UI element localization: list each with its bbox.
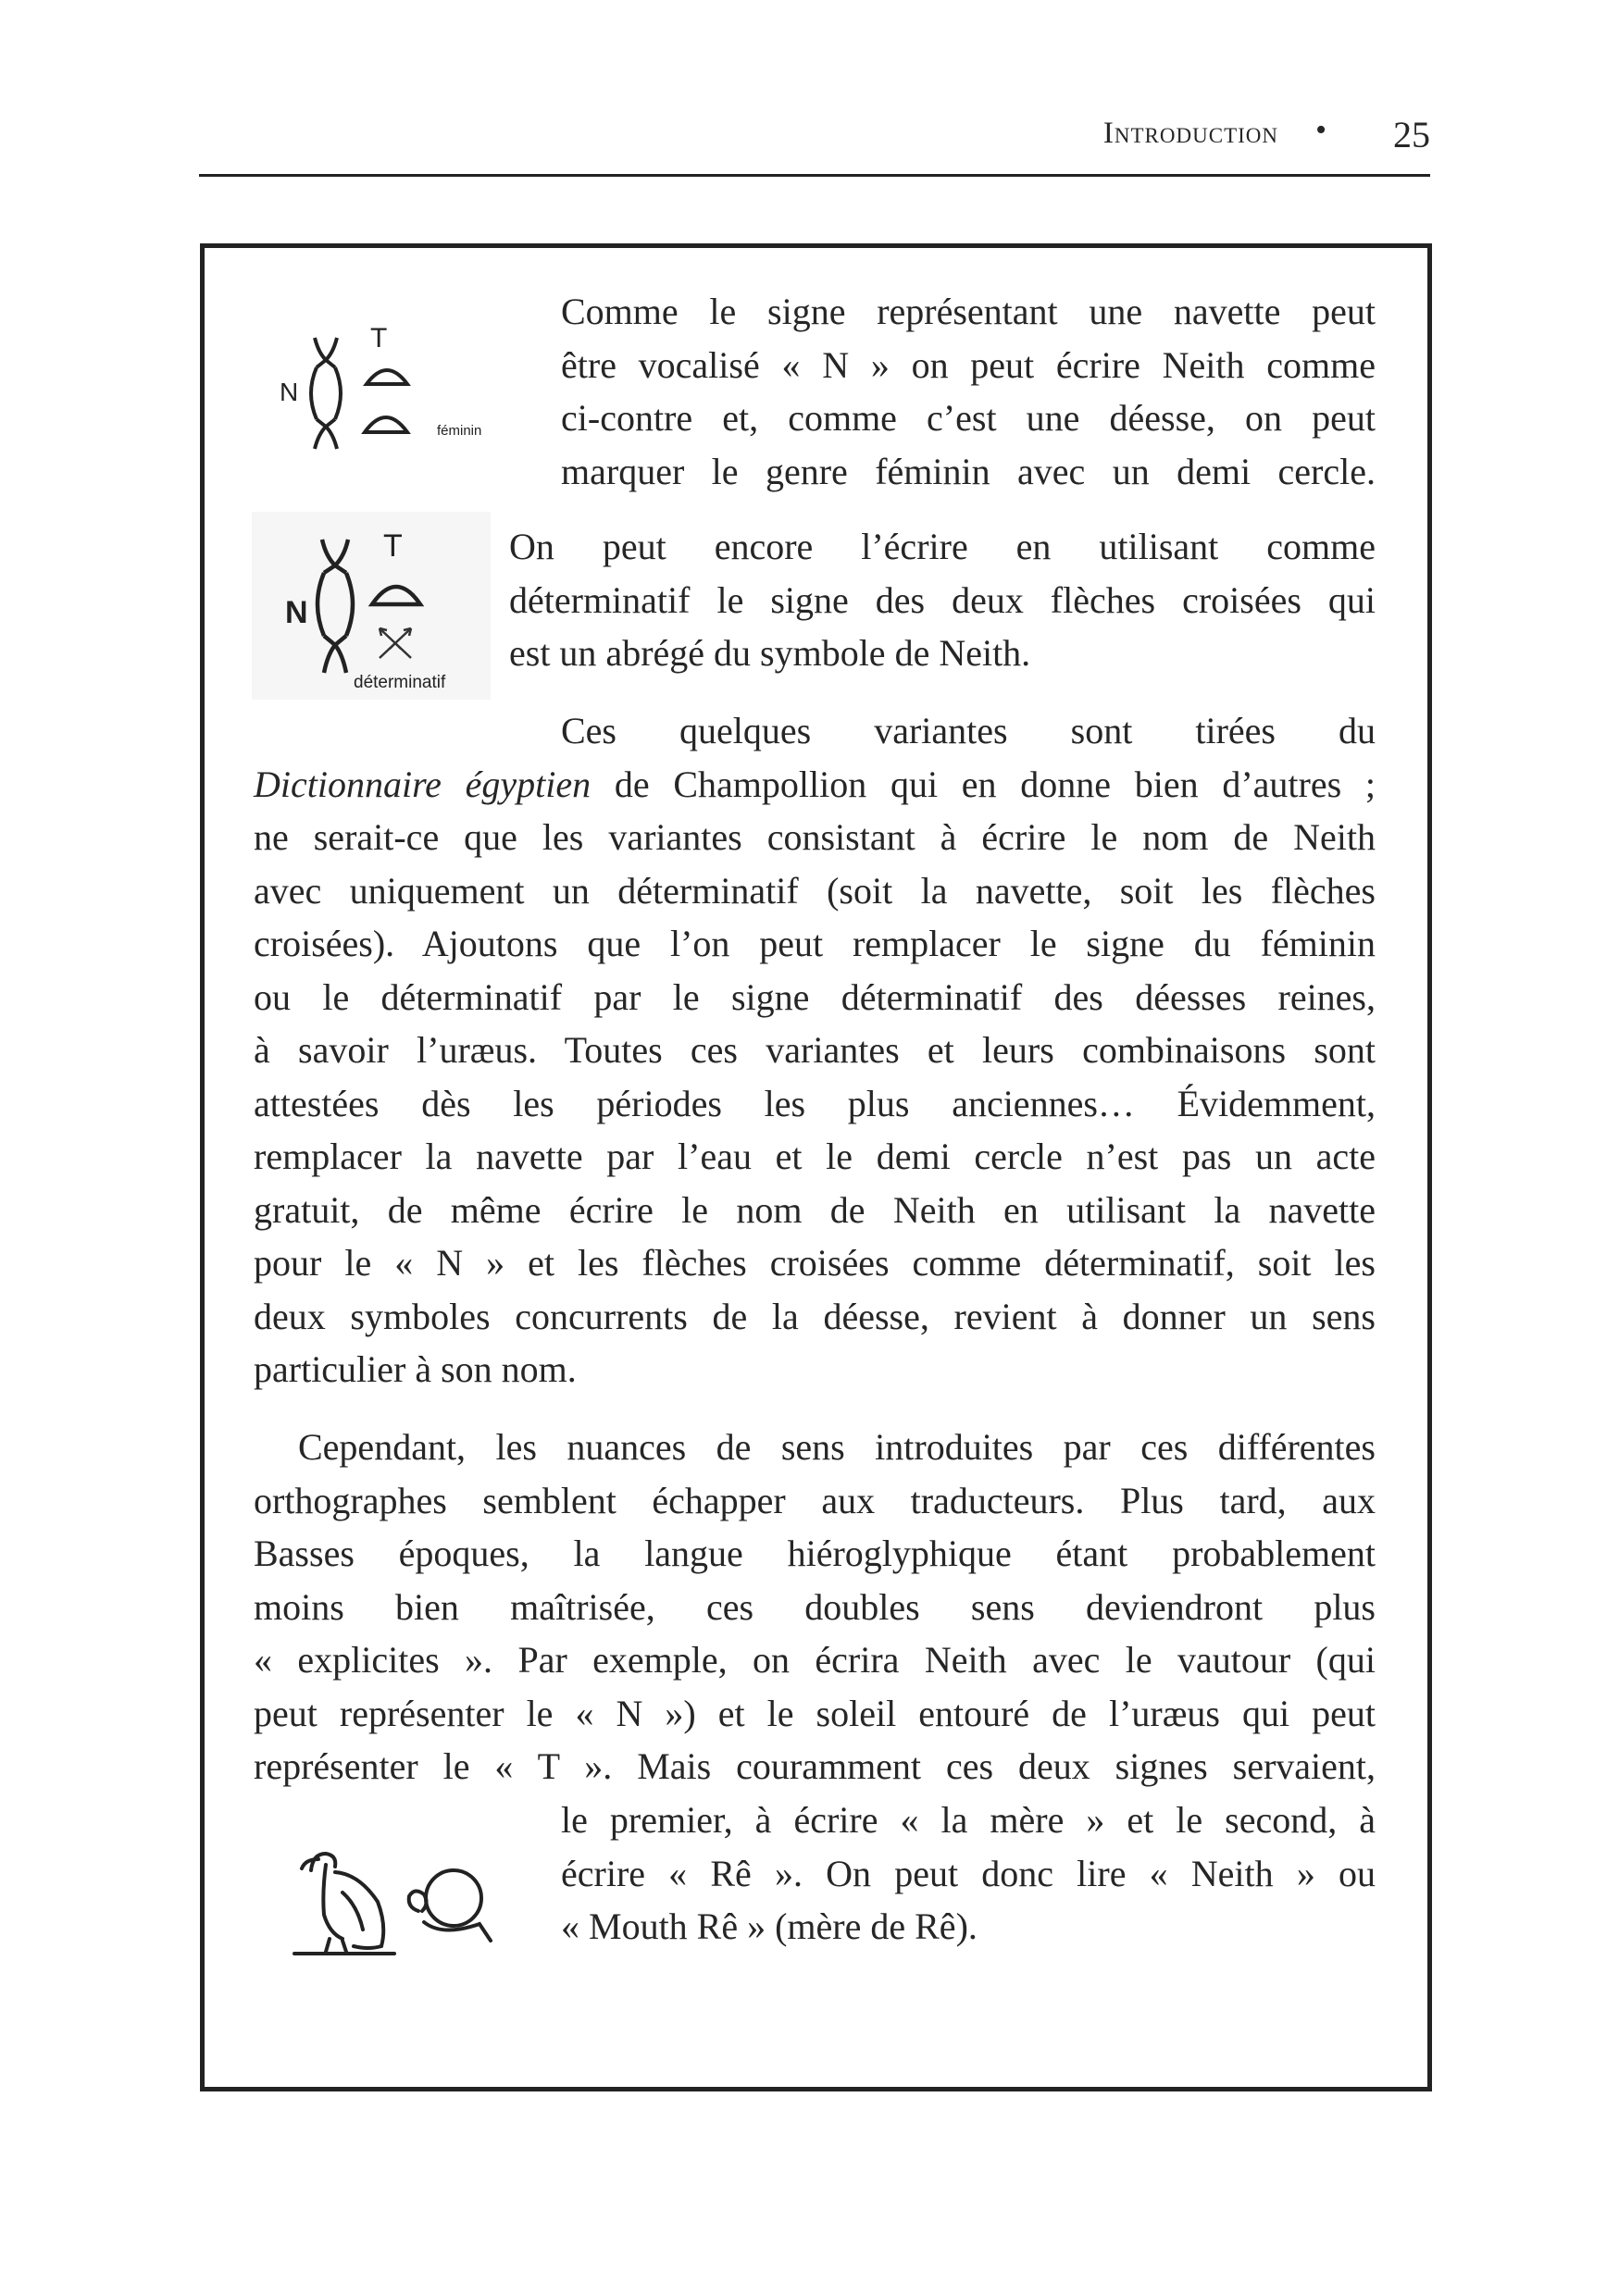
text-line: On peut encore l’écrire en utilisant comme [509, 526, 1376, 567]
text-line: gratuit, de même écrire le nom de Neith en utilisant la navette [254, 1188, 1376, 1231]
text-line: attestées dès les périodes les plus anciennes… Évidemment, [254, 1082, 1376, 1124]
text-line: Cependant, les nuances de sens introduites par ces différentes [298, 1426, 1376, 1468]
text-line: le premier, à écrire « la mère » et le second, à [561, 1799, 1376, 1841]
hieroglyph-neith-determinative-icon [252, 512, 492, 701]
running-title: Introduction [1102, 117, 1278, 150]
hieroglyph-vulture-sun-icon [285, 1837, 507, 1967]
paragraph-4 [254, 1421, 1376, 1793]
text-line: orthographes semblent échapper aux traducteurs. Plus tard, aux [254, 1479, 1376, 1521]
text-line: Dictionnaire égyptien de Champollion qui en donne bien d’autres ; [254, 763, 1376, 805]
text-line: Ces quelques variantes sont tirées du [561, 710, 1376, 751]
text-line: ou le déterminatif par le signe déterminatif des déesses reines, [254, 975, 1376, 1018]
text-line: Basses époques, la langue hiéroglyphique étant probablement [254, 1533, 1376, 1574]
text-line: à savoir l’uræus. Toutes ces variantes et leurs combinaisons sont [254, 1029, 1376, 1071]
text-line: pour le « N » et les flèches croisées comme déterminatif, soit les [254, 1242, 1376, 1284]
text-line: particulier à son nom. [254, 1348, 577, 1390]
label-t: T [370, 323, 388, 354]
text-line: avec uniquement un déterminatif (soit la navette, soit les flèches [254, 869, 1376, 912]
shuttle-sign-icon [311, 338, 341, 449]
text-line: être vocalisé « N » on peut écrire Neith comme [561, 343, 1376, 386]
label-t: T [383, 528, 403, 564]
text-line: écrire « Rê ». On peut donc lire « Neith » ou [561, 1852, 1376, 1894]
text-line: deux symboles concurrents de la déesse, revient à donner un sens [254, 1295, 1376, 1337]
text-line: « Mouth Rê » (mère de Rê). [561, 1905, 978, 1947]
text-line: ci-contre et, comme c’est une déesse, on peut [561, 397, 1376, 439]
header-rule [199, 174, 1430, 177]
text-line: déterminatif le signe des deux flèches croisées qui [509, 578, 1376, 621]
hieroglyph-neith-feminine-icon [278, 319, 509, 458]
paragraph-1 [561, 285, 1376, 498]
label-n: N [285, 595, 308, 630]
text-line: représenter le « T ». Mais couramment ces deux signes servaient, [254, 1745, 1376, 1787]
text-line: peut représenter le « N ») et le soleil entouré de l’uræus qui peut [254, 1692, 1376, 1734]
bread-loaf-sign-icon [367, 370, 407, 384]
hieroglyph-figure-determinative [252, 512, 492, 701]
hieroglyph-figure-feminine [278, 319, 509, 458]
paragraph-2 [509, 520, 1376, 680]
caption-determinatif: déterminatif [354, 673, 446, 692]
paragraph-5 [561, 1793, 1376, 1954]
caption-feminin: féminin [437, 423, 482, 439]
paragraph-3 [254, 704, 1376, 1396]
running-bullet: • [1315, 113, 1326, 147]
text-line: marquer le genre féminin avec un demi cercle. [561, 450, 1376, 492]
text-line: ne serait-ce que les variantes consistant à écrire le nom de Neith [254, 816, 1376, 858]
text-line: Comme le signe représentant une navette peut [561, 291, 1376, 332]
text-line: croisées). Ajoutons que l’on peut remplacer le signe du féminin [254, 923, 1376, 964]
book-title: Dictionnaire égyptien [254, 763, 592, 805]
text-line: remplacer la navette par l’eau et le demi cercle n’est pas un acte [254, 1136, 1376, 1177]
sun-uraeus-sign-icon [409, 1870, 491, 1941]
text-line: est un abrégé du symbole de Neith. [509, 632, 1031, 674]
hieroglyph-figure-vulture-sun [285, 1837, 507, 1967]
text-line: moins bien maîtrisée, ces doubles sens deviendront plus [254, 1585, 1376, 1628]
text-line: « explicites ». Par exemple, on écrira Neith avec le vautour (qui [254, 1639, 1376, 1681]
label-n: N [280, 378, 299, 406]
page-number: 25 [1393, 114, 1430, 155]
vulture-sign-icon [294, 1854, 394, 1954]
feminine-semicircle-icon [365, 417, 407, 432]
running-head [199, 109, 1430, 176]
